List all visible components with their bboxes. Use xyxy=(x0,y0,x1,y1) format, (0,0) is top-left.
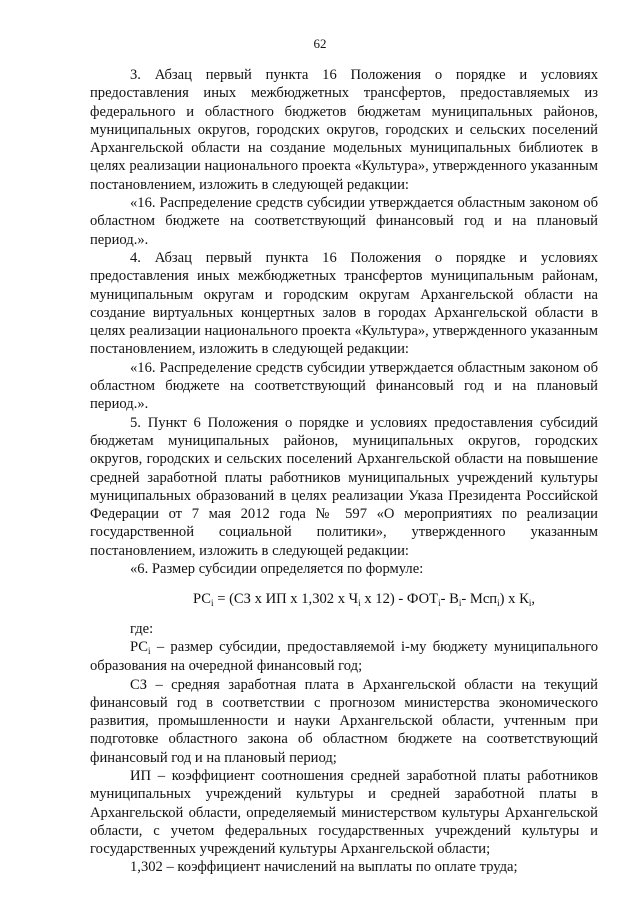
paragraph-formula-intro: «6. Размер субсидии определяется по формуле: xyxy=(130,561,424,578)
formula-rhs-5-sub: i xyxy=(528,598,532,609)
definition-sz: СЗ – средняя заработная плата в Архангельской области на текущий финансовый год в соответствии с прогнозом министерства экономического развития, промышленности и науки Архангельской области, учтенным при подготовке областного закона об областном бюджете на соответствующий финансовый год и на плановый период; xyxy=(90,676,598,766)
definition-pc-sub: i xyxy=(148,645,151,656)
formula-lhs-sub: i xyxy=(211,598,214,609)
formula-rhs-3: - В xyxy=(440,591,459,608)
paragraph-quote-16-b: «16. Распределение средств субсидии утверждается областным законом об областном бюджете на соответствующий финансовый год и на плановый период.». xyxy=(90,359,598,413)
paragraph-quote-16-a: «16. Распределение средств субсидии утверждается областным законом об областном бюджете на соответствующий финансовый год и на плановый период.». xyxy=(90,195,598,248)
definition-pc-symbol: РС xyxy=(130,638,149,655)
definition-pc-text: – размер субсидии, предоставляемой i-му бюджету муниципального образования на очередной финансовый год; xyxy=(90,638,598,675)
paragraph-item-4: 4. Абзац первый пункта 16 Положения о порядке и условиях предоставления иных межбюджетных трансфертов муниципальным районам, муниципальным округам и городским округам Архангельской области на создание виртуальных концертных залов в городах Архангельской области в целях реализации национального проекта «Культура», утвержденного указанным постановлением, изложить в следующей редакции: xyxy=(90,249,598,358)
document-body xyxy=(90,66,598,877)
where-label: где: xyxy=(130,620,154,637)
subsidy-formula xyxy=(90,590,598,609)
formula-rhs-1: = (СЗ х ИП х 1,302 х Ч xyxy=(213,591,359,608)
page-number: 62 xyxy=(313,36,327,51)
formula-rhs-4-sub: i xyxy=(497,598,500,609)
formula-rhs-2: х 12) - ФОТ xyxy=(360,591,439,608)
formula-lhs: РС xyxy=(193,591,212,608)
paragraph-item-3: 3. Абзац первый пункта 16 Положения о порядке и условиях предоставления иных межбюджетных трансфертов, предоставляемых из федерального и областного бюджетов бюджетам муниципальных районов, муниципальных округов, городских округов, городских и сельских поселений Архангельской области на создание модельных муниципальных библиотек в целях реализации национального проекта «Культура», утвержденного указанным постановлением, изложить в следующей редакции: xyxy=(90,67,598,193)
formula-rhs-5: ) х К xyxy=(499,591,529,608)
paragraph-item-5: 5. Пункт 6 Положения о порядке и условиях предоставления субсидий бюджетам муниципальных районов, муниципальных округов, городских округов, городских и сельских поселений Архангельской области на повышение средней заработной платы работников муниципальных учреждений культуры муниципальных образований в целях реализации Указа Президента Российской Федерации от 7 мая 2012 года № 597 «О мероприятиях по реализации государственной социальной политики», утвержденного указанным постановлением, изложить в следующей редакции: xyxy=(90,414,598,559)
formula-rhs-4: - Мсп xyxy=(461,591,498,608)
formula-rhs-3-sub: i xyxy=(458,598,462,609)
definition-ip: ИП – коэффициент соотношения средней заработной платы работников муниципальных учреждений культуры и средней заработной платы в Архангельской области, определяемый министерством культуры Архангельской области, с учетом федеральных государственных учреждений культуры и государственных учреждений культуры Архангельской области; xyxy=(90,767,598,858)
definition-1302: 1,302 – коэффициент начислений на выплаты по оплате труда; xyxy=(130,859,518,876)
formula-rhs-1-sub: i xyxy=(358,598,361,609)
formula-rhs-6: , xyxy=(531,591,535,608)
formula-rhs-2-sub: i xyxy=(438,598,441,609)
definition-pc xyxy=(90,638,598,676)
